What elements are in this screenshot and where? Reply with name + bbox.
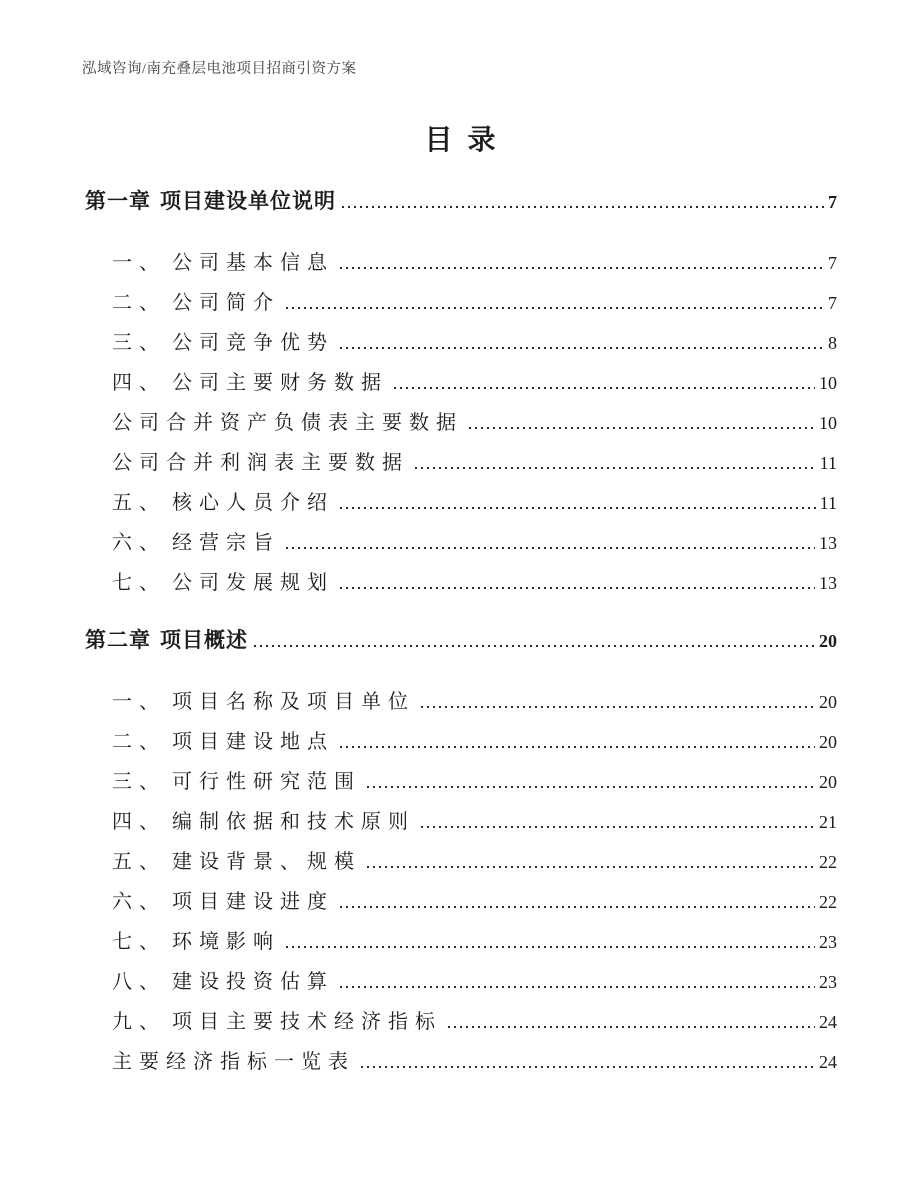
dot-leader xyxy=(340,587,815,589)
toc-chapter-title: 项目概述 xyxy=(160,628,248,652)
toc-entry-label: 可行性研究范围 xyxy=(172,771,361,793)
page-number: 23 xyxy=(819,972,837,992)
toc-entry-number: 三、 xyxy=(112,332,166,354)
toc-entry-row[interactable] xyxy=(112,762,837,802)
page-number: 23 xyxy=(819,932,837,952)
dot-leader xyxy=(421,706,815,708)
toc-entry-number: 五、 xyxy=(112,851,166,873)
toc-chapter-title: 项目建设单位说明 xyxy=(160,189,336,213)
toc-entry-number: 七、 xyxy=(112,931,166,953)
toc-entry-number: 一、 xyxy=(112,691,166,713)
toc-entry-number: 二、 xyxy=(112,292,166,314)
toc-entry-row[interactable] xyxy=(112,483,837,523)
dot-leader xyxy=(286,307,824,309)
dot-leader xyxy=(340,267,824,269)
page-number: 11 xyxy=(819,493,837,513)
toc-entry-label: 建设背景、规模 xyxy=(172,851,361,873)
toc-entry-row[interactable] xyxy=(112,682,837,722)
toc-entry-label: 项目主要技术经济指标 xyxy=(172,1011,442,1033)
toc-entry-label: 主要经济指标一览表 xyxy=(112,1051,355,1073)
page-number: 22 xyxy=(819,852,837,872)
toc-entry-row[interactable] xyxy=(112,722,837,762)
toc-entry-number: 一、 xyxy=(112,252,166,274)
page-number: 7 xyxy=(828,293,837,313)
dot-leader xyxy=(367,866,815,868)
dot-leader xyxy=(340,906,815,908)
dot-leader xyxy=(342,206,824,208)
toc-entry-label: 公司发展规划 xyxy=(172,572,334,594)
toc-entry-number: 六、 xyxy=(112,891,166,913)
page-number: 7 xyxy=(828,253,837,273)
toc-entry-number: 三、 xyxy=(112,771,166,793)
page-number: 7 xyxy=(828,192,837,212)
toc-entry-row[interactable] xyxy=(112,563,837,603)
toc-entry-label: 建设投资估算 xyxy=(172,971,334,993)
toc-entry-number: 四、 xyxy=(112,811,166,833)
page-number: 20 xyxy=(819,772,837,792)
toc-entry-label: 编制依据和技术原则 xyxy=(172,811,415,833)
dot-leader xyxy=(469,427,815,429)
toc-entry-label: 公司合并资产负债表主要数据 xyxy=(112,412,463,434)
toc-entry-row[interactable] xyxy=(112,802,837,842)
toc-entry-label: 核心人员介绍 xyxy=(172,492,334,514)
toc-entry-label: 公司基本信息 xyxy=(172,252,334,274)
toc-entry-row[interactable] xyxy=(112,523,837,563)
dot-leader xyxy=(340,986,815,988)
toc-entry-row[interactable] xyxy=(112,882,837,922)
toc-entry-label: 公司竞争优势 xyxy=(172,332,334,354)
page-number: 13 xyxy=(819,533,837,553)
toc-entry-label: 公司简介 xyxy=(172,292,280,314)
toc-chapter-number: 第一章 xyxy=(85,189,151,213)
toc-entry-label: 经营宗旨 xyxy=(172,532,280,554)
toc-entry-row[interactable] xyxy=(112,323,837,363)
toc-entry-label: 项目建设地点 xyxy=(172,731,334,753)
toc-entry-row[interactable] xyxy=(112,403,837,443)
dot-leader xyxy=(361,1066,815,1068)
dot-leader xyxy=(340,507,816,509)
toc-chapter-number: 第二章 xyxy=(85,628,151,652)
toc-entry-number: 四、 xyxy=(112,372,166,394)
toc-chapter-row[interactable] xyxy=(85,186,837,217)
page-number: 10 xyxy=(819,373,837,393)
toc-entry-label: 公司合并利润表主要数据 xyxy=(112,452,409,474)
page-number: 8 xyxy=(828,333,837,353)
page-title: 目录 xyxy=(424,125,511,156)
toc-entry-row[interactable] xyxy=(112,962,837,1002)
page-number: 11 xyxy=(819,453,837,473)
dot-leader xyxy=(394,387,815,389)
page-number: 24 xyxy=(819,1012,837,1032)
page-number: 24 xyxy=(819,1052,837,1072)
toc-chapter-row[interactable] xyxy=(85,625,837,656)
table-of-contents xyxy=(85,186,837,1104)
page-number: 22 xyxy=(819,892,837,912)
toc-entry-row[interactable] xyxy=(112,922,837,962)
toc-chapter-items xyxy=(85,682,837,1082)
toc-entry-row[interactable] xyxy=(112,363,837,403)
toc-entry-number: 八、 xyxy=(112,971,166,993)
toc-entry-label: 环境影响 xyxy=(172,931,280,953)
page-number: 20 xyxy=(819,631,837,651)
toc-entry-number: 九、 xyxy=(112,1011,166,1033)
dot-leader xyxy=(340,746,815,748)
toc-entry-row[interactable] xyxy=(112,283,837,323)
dot-leader xyxy=(415,467,816,469)
dot-leader xyxy=(340,347,824,349)
toc-entry-number: 五、 xyxy=(112,492,166,514)
toc-entry-row[interactable] xyxy=(112,243,837,283)
toc-chapter-items xyxy=(85,243,837,603)
toc-entry-number: 七、 xyxy=(112,572,166,594)
document-header: 泓域咨询/南充叠层电池项目招商引资方案 xyxy=(82,61,357,77)
toc-entry-row[interactable] xyxy=(112,842,837,882)
page-number: 10 xyxy=(819,413,837,433)
dot-leader xyxy=(367,786,815,788)
toc-entry-label: 项目建设进度 xyxy=(172,891,334,913)
toc-entry-row[interactable] xyxy=(112,443,837,483)
dot-leader xyxy=(286,547,815,549)
toc-entry-row[interactable] xyxy=(112,1042,837,1082)
page-number: 20 xyxy=(819,692,837,712)
dot-leader xyxy=(421,826,815,828)
toc-entry-row[interactable] xyxy=(112,1002,837,1042)
toc-entry-number: 二、 xyxy=(112,731,166,753)
dot-leader xyxy=(448,1026,815,1028)
page-number: 13 xyxy=(819,573,837,593)
toc-entry-number: 六、 xyxy=(112,532,166,554)
toc-entry-label: 项目名称及项目单位 xyxy=(172,691,415,713)
toc-entry-label: 公司主要财务数据 xyxy=(172,372,388,394)
dot-leader xyxy=(286,946,815,948)
page-number: 20 xyxy=(819,732,837,752)
page-number: 21 xyxy=(819,812,837,832)
dot-leader xyxy=(254,645,815,647)
